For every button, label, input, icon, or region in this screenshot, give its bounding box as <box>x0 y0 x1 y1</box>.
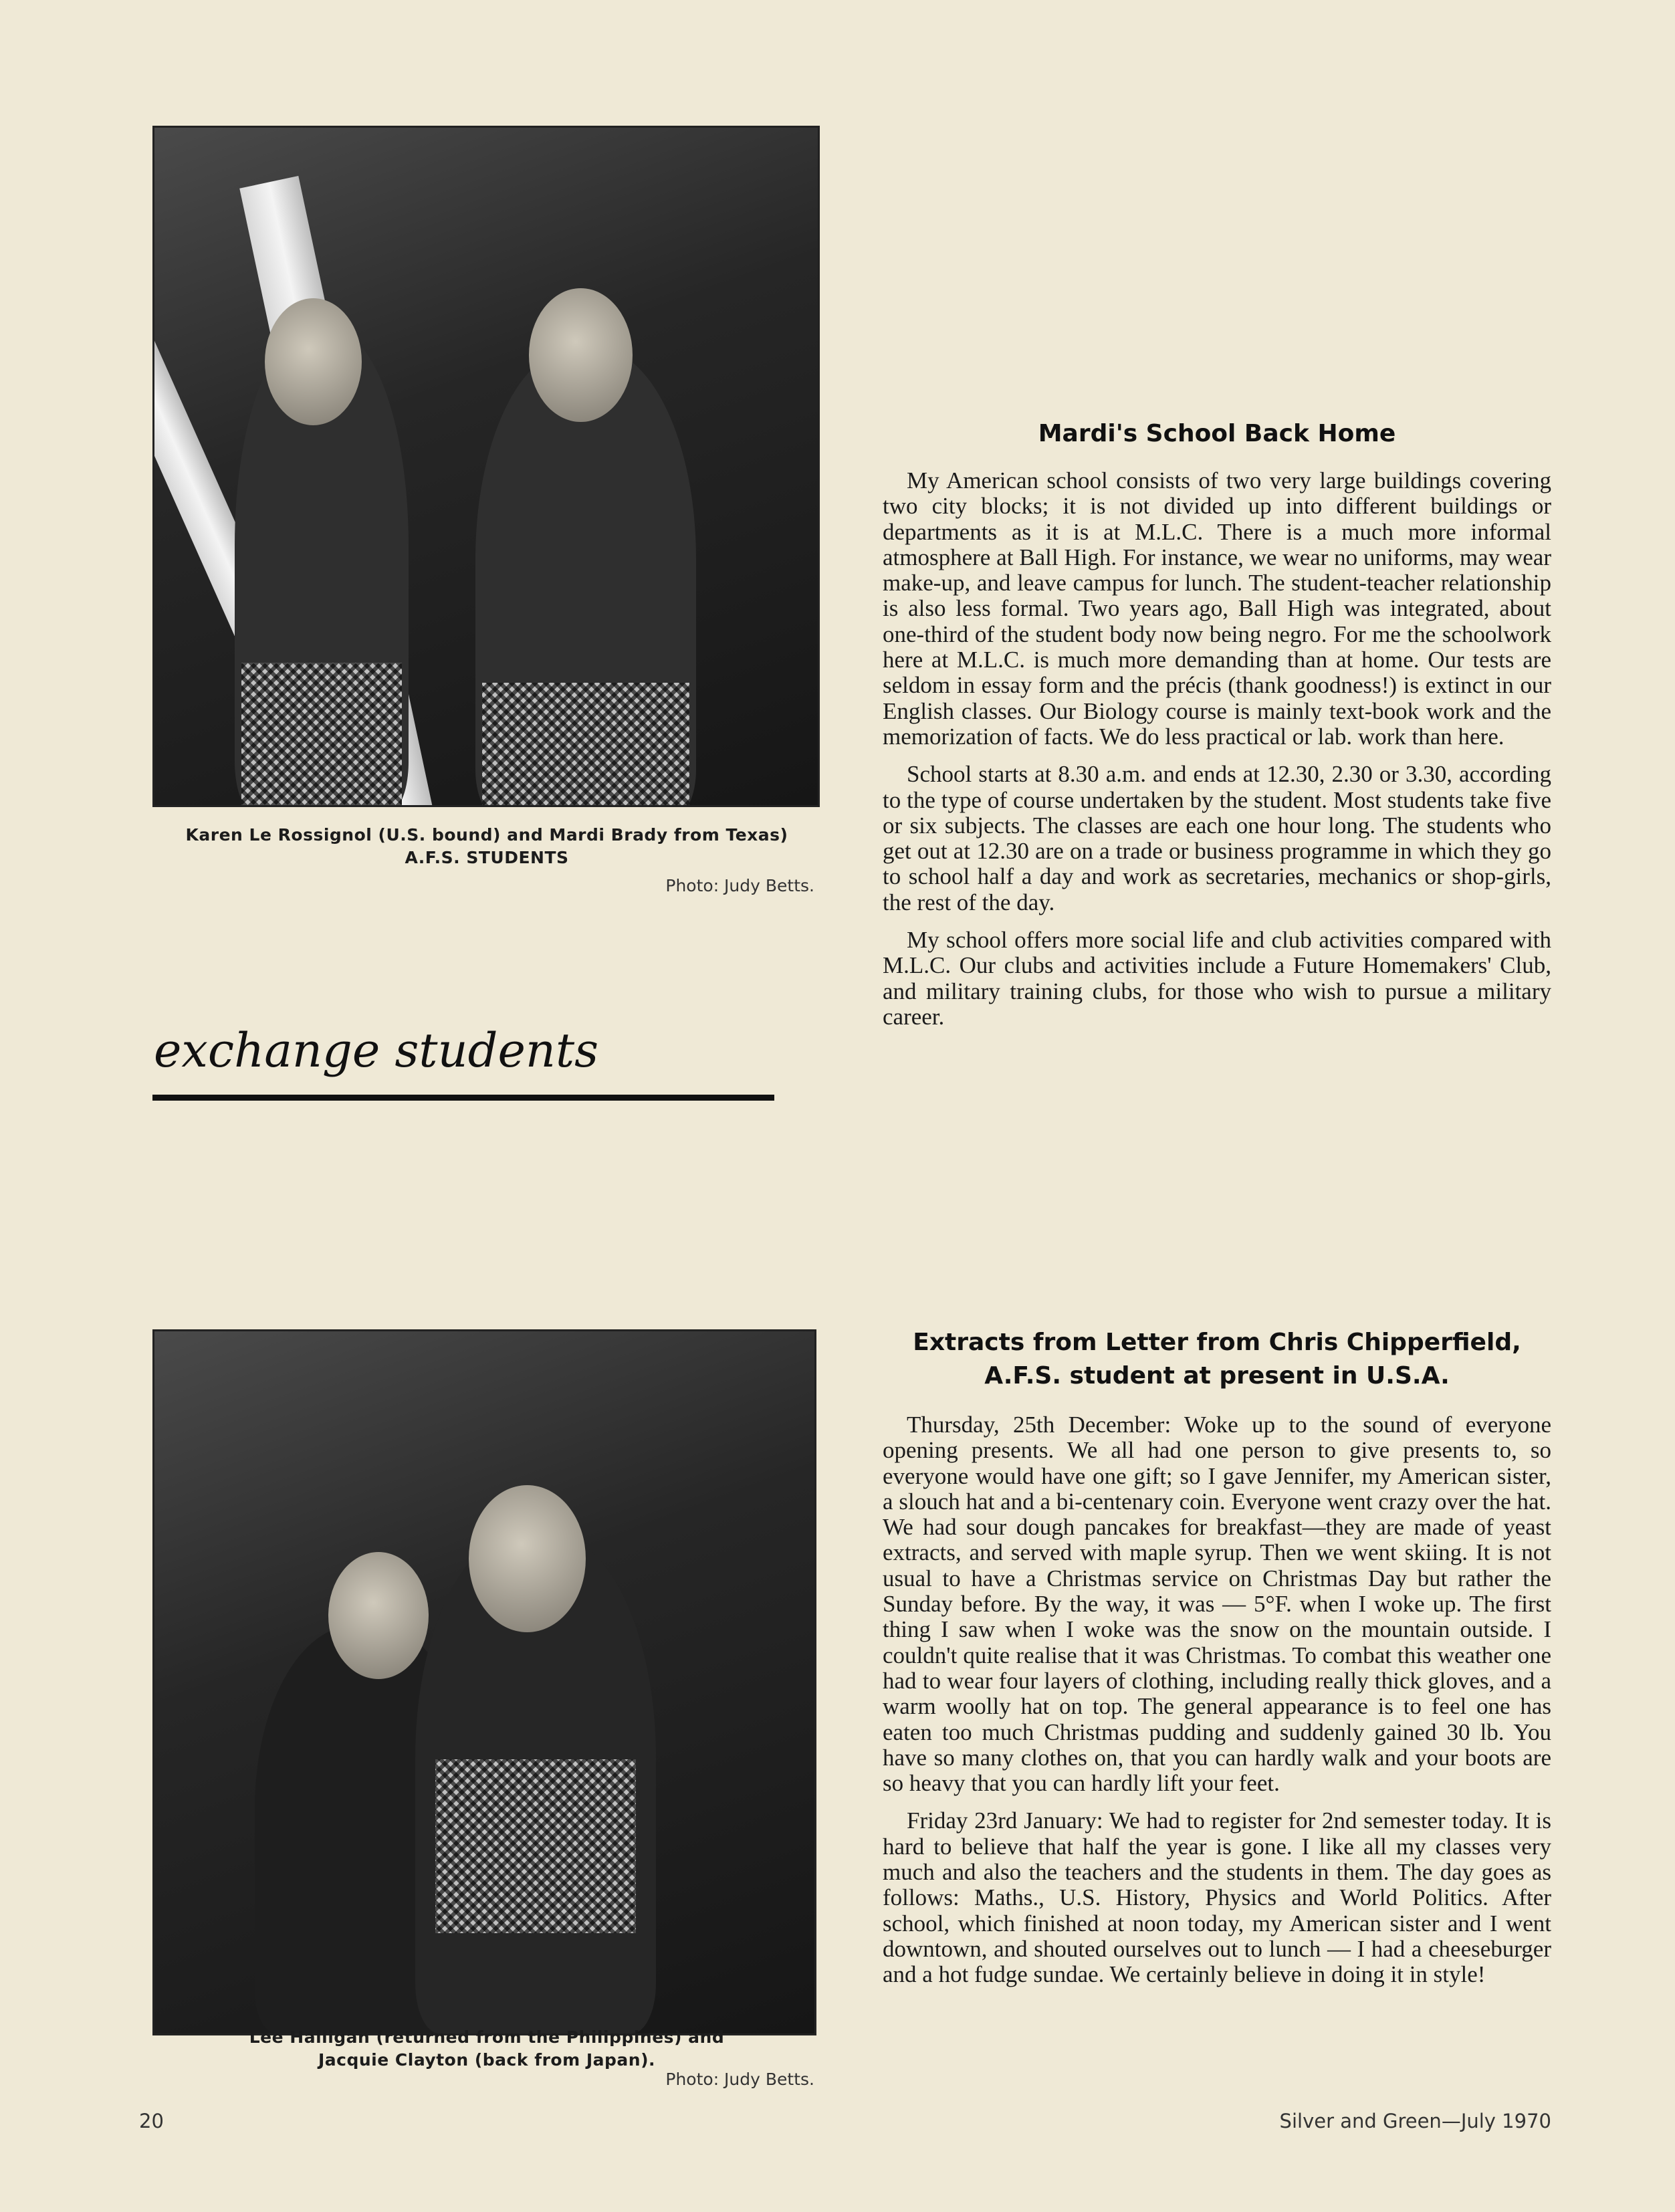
article-title-line: A.F.S. student at present in U.S.A. <box>984 1362 1450 1390</box>
article-title-line: Extracts from Letter from Chris Chipperfield, <box>913 1329 1521 1356</box>
article-title <box>883 417 1551 451</box>
paragraph: School starts at 8.30 a.m. and ends at 12.30, 2.30 or 3.30, according to the type of course undertaken by the student. Most students take five or six subjects. The classes are each one hour long. The students who get out at 12.30 are on a trade or business programme in which they go to school half a day and work as secretaries, mechanics or shop-girls, the rest of the day. <box>883 761 1551 915</box>
section-divider <box>152 1095 774 1101</box>
article-title <box>883 1326 1551 1393</box>
photo-karen-and-mardi <box>152 126 820 807</box>
page-number: 20 <box>139 2110 164 2132</box>
article-body <box>883 1412 1551 2000</box>
paragraph: My American school consists of two very large buildings covering two city blocks; it is not divided up into different buildings or departments as it is at M.L.C. There is a much more informal atmosphere at Ball High. For instance, we wear no uniforms, may wear make-up, and leave campus for lunch. The student-teacher relationship is also less formal. Two years ago, Ball High was integrated, about one-third of the student body now being negro. For me the schoolwork here at M.L.C. is much more demanding than at home. Our tests are seldom in essay form and the précis (thank goodness!) is extinct in our English classes. Our Biology course is mainly text-book work and the memorization of facts. We do less practical or lab. work than here. <box>883 467 1551 750</box>
photo-caption <box>152 824 821 869</box>
paragraph: Thursday, 25th December: Woke up to the sound of everyone opening presents. We all had one person to give presents to, so everyone would have one gift; so I gave Jennifer, my American sister, a slouch hat and a bi-centenary coin. Everyone went crazy over the hat. We had sour dough pancakes for breakfast—they are made of yeast extracts, and served with maple syrup. Then we went skiing. It is not usual to have a Christmas service on Christmas Day but rather the Sunday before. By the way, it was — 5°F. when I woke up. The first thing I saw when I woke was the snow on the mountain outside. I couldn't quite realise that it was Christmas. To combat this weather one had to wear four layers of clothing, including really thick gloves, and a warm woolly hat on top. The general appearance is to feel one has eaten too much Christmas pudding and suddenly gained 30 lb. You have so many clothes on, that you can hardly walk and your boots are so heavy that you can hardly lift your feet. <box>883 1412 1551 1797</box>
photo-credit: Photo: Judy Betts. <box>665 876 814 895</box>
caption-line: A.F.S. STUDENTS <box>405 848 569 867</box>
publication-footer: Silver and Green—July 1970 <box>1279 2110 1551 2132</box>
article-body <box>883 468 1551 1042</box>
photo-lee-and-jacquie <box>152 1329 816 2035</box>
caption-line: Lee Halligan (returned from the Philippines) and <box>249 2027 725 2047</box>
article-title-line: Mardi's School Back Home <box>1038 420 1396 447</box>
photo-credit: Photo: Judy Betts. <box>665 2070 814 2089</box>
caption-line: Karen Le Rossignol (U.S. bound) and Mardi Brady from Texas) <box>185 825 788 845</box>
paragraph: Friday 23rd January: We had to register for 2nd semester today. It is hard to believe that half the year is gone. I like all my classes very much and also the teachers and the students in them. The day goes as follows: Maths., U.S. History, Physics and World Politics. After school, which finished at noon today, my American sister and I went downtown, and shouted ourselves out to lunch — I had a cheeseburger and a hot fudge sundae. We certainly believe in doing it in style! <box>883 1807 1551 1988</box>
caption-line: Jacquie Clayton (back from Japan). <box>318 2050 655 2070</box>
paragraph: My school offers more social life and club activities compared with M.L.C. Our clubs and activities include a Future Homemakers' Club, and military training clubs, for those who wish to pursue a military career. <box>883 927 1551 1030</box>
photo-caption <box>152 2026 821 2072</box>
section-title: exchange students <box>154 1023 598 1078</box>
